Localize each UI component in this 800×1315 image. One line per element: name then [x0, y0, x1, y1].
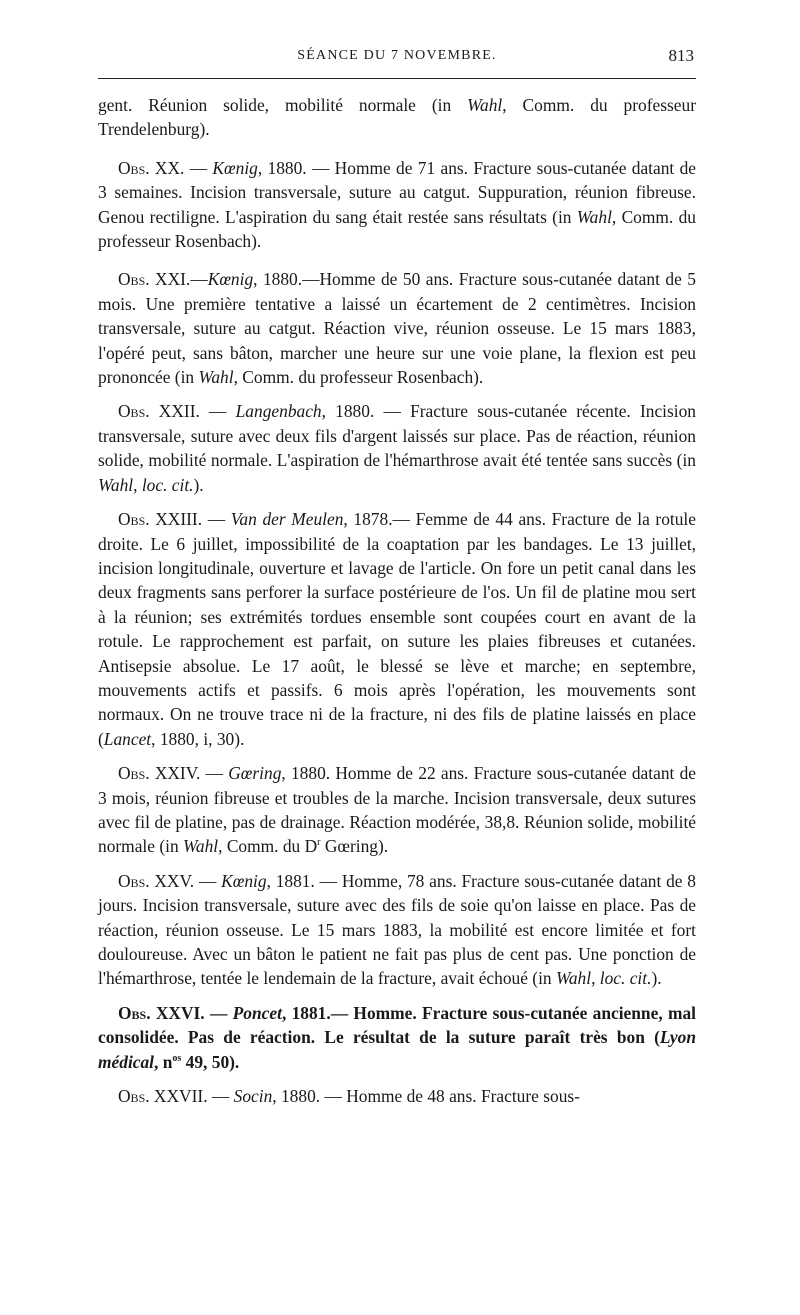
text-segment: , 1878.— Femme de 44 ans. Fracture de la rotule droite. Le 6 juillet, impossibilité de la coaptation par les bandages. Le 13 juillet, incision longitudinale, ouverture et lavage de l'article. On fore un petit canal dans les deux fragments sans perforer la surface postérieure de l'os. Un fil de platine mou sert à la réunion; ses extrémités tordues ensemble sont coupées court en avant de la rotule. Le rapprochement est parfait, on suture les plaies fibreuses et cutanées. Antisepsie absolue. Le 17 août, le blessé se lève et marche; en septembre, mouvements actifs et passifs. 6 mois après l'opération, les mouvements sont normaux. On ne trouve trace ni de la fracture, ni des fils de platine laissés en place ( [98, 509, 696, 749]
observation-label: Obs. XXIV. [118, 763, 201, 784]
text-segment: Wahl [98, 474, 134, 495]
observation-label: Obs. XX. [118, 157, 185, 178]
observation-label: Obs. XXIII. [118, 509, 203, 530]
text-segment: ). [193, 474, 204, 495]
text-segment: Wahl [576, 206, 612, 227]
text-segment: , [133, 474, 142, 495]
page-header [98, 44, 696, 74]
text-segment: loc. cit. [141, 474, 194, 495]
observation-paragraph [98, 1084, 696, 1108]
text-segment: , Comm. du professeur Rosenbach). [98, 206, 696, 252]
text-segment: ). [651, 968, 662, 989]
text-segment: 49, 50). [181, 1051, 240, 1072]
text-segment: Gœring [228, 763, 282, 784]
text-segment: , 1880. — Fracture sous-cutanée récente. Incision transversale, suture avec deux fils d'argent laissés sur place. Pas de réaction, réunion solide, mobilité normale. L'aspiration de l'hémarthrose avait été tentée sans succès (in [98, 401, 697, 471]
text-segment: — [200, 763, 229, 784]
text-segment: os [172, 1052, 182, 1064]
text-segment: , 1880. — Homme de 71 ans. Fracture sous-cutanée datant de 3 semaines. Incision transversale, suture au catgut. Suppuration, réunion fibreuse. Genou rectiligne. L'aspiration du sang était restée sans résultats (in [98, 157, 696, 227]
text-segment: Wahl [198, 367, 234, 388]
observation-paragraph [98, 267, 696, 389]
observation-paragraph [98, 156, 696, 254]
text-segment: — [204, 1002, 233, 1023]
text-segment: Comm. du D [222, 836, 318, 857]
text-segment: — [184, 157, 213, 178]
running-title: SÉANCE DU 7 NOVEMBRE. [297, 48, 497, 63]
text-segment: r [317, 837, 321, 849]
text-segment: , 1881. — Homme, 78 ans. Fracture sous-cutanée datant de 8 jours. Incision transversale, suture avec des fils de soie qu'on laisse en place. Pas de réaction, réunion osseuse. Le 15 mars 1883, la mobilité est encore limitée et fort douloureuse. Avec un bâton le patient ne fait pas plus de cent pas. Une ponction de l'hémarthrose, tentée le lendemain de la fracture, avait échoué (in [98, 870, 697, 989]
text-segment: Kœnig [212, 157, 258, 178]
book-page [98, 44, 696, 1108]
observation-paragraph [98, 399, 696, 497]
observation-paragraph [98, 1001, 696, 1074]
text-segment: Lancet [103, 728, 152, 749]
text-segment: Lyon médical [98, 1027, 696, 1072]
text-segment: , Comm. du professeur Trendelenburg). [98, 95, 696, 140]
text-segment: , 1881.— Homme. Fracture sous-cutanée ancienne, mal consolidée. Pas de réaction. Le résultat de la suture paraît très bon ( [98, 1002, 696, 1048]
observation-label: Obs. XXII. [118, 401, 200, 422]
text-segment: — [190, 269, 208, 290]
text-segment: Langenbach [235, 401, 322, 422]
page-number: 813 [668, 46, 694, 65]
text-segment: Socin [233, 1086, 273, 1107]
text-segment: Kœnig [221, 870, 267, 891]
observation-label: Obs. XXVII. [118, 1086, 208, 1107]
text-segment: — [202, 509, 231, 530]
text-segment: , Comm. du professeur Rosenbach). [233, 367, 484, 388]
observation-label: Obs. XXVI. [118, 1002, 205, 1023]
text-segment: — [207, 1086, 234, 1107]
text-segment: , 1880. — Homme de 48 ans. Fracture sous- [272, 1086, 580, 1107]
text-segment: Wahl, loc. cit. [555, 968, 652, 989]
text-segment: — [199, 401, 236, 422]
observation-paragraph [98, 869, 696, 991]
text-segment: Wahl [467, 95, 503, 115]
observation-label: Obs. XXV. [118, 870, 195, 891]
body-text [98, 93, 696, 1108]
observation-paragraph [98, 761, 696, 859]
text-segment: Van der Meulen [230, 509, 344, 530]
text-segment: , 1880, i, 30). [151, 728, 245, 749]
observation-paragraph [98, 507, 696, 751]
text-segment: gent. Réunion solide, mobilité normale (in [98, 95, 468, 115]
text-segment: Gœring). [320, 836, 389, 857]
paragraph-continuation [98, 93, 696, 142]
observation-label: Obs. XXI. [118, 269, 191, 290]
text-segment: , n [154, 1051, 173, 1072]
header-rule [98, 78, 696, 79]
text-segment: Kœnig [207, 269, 254, 290]
text-segment: , 1880.—Homme de 50 ans. Fracture sous-cutanée datant de 5 mois. Une première tentative a laissé un écartement de 2 centimètres. Incision transversale, suture au catgut. Réaction vive, réunion osseuse. Le 15 mars 1883, l'opéré peut, sans bâton, marcher une heure sur une voie plane, la flexion est peu prononcée (in [98, 269, 696, 388]
text-segment: Poncet [232, 1002, 282, 1023]
text-segment: Wahl, [183, 836, 223, 857]
text-segment: , 1880. Homme de 22 ans. Fracture sous-cutanée datant de 3 mois, réunion fibreuse et troubles de la marche. Incision transversale, deux sutures avec fil de platine, pas de drainage. Réaction modérée, 38,8. Réunion solide, mobilité normale (in [98, 763, 696, 857]
text-segment: — [194, 870, 222, 891]
